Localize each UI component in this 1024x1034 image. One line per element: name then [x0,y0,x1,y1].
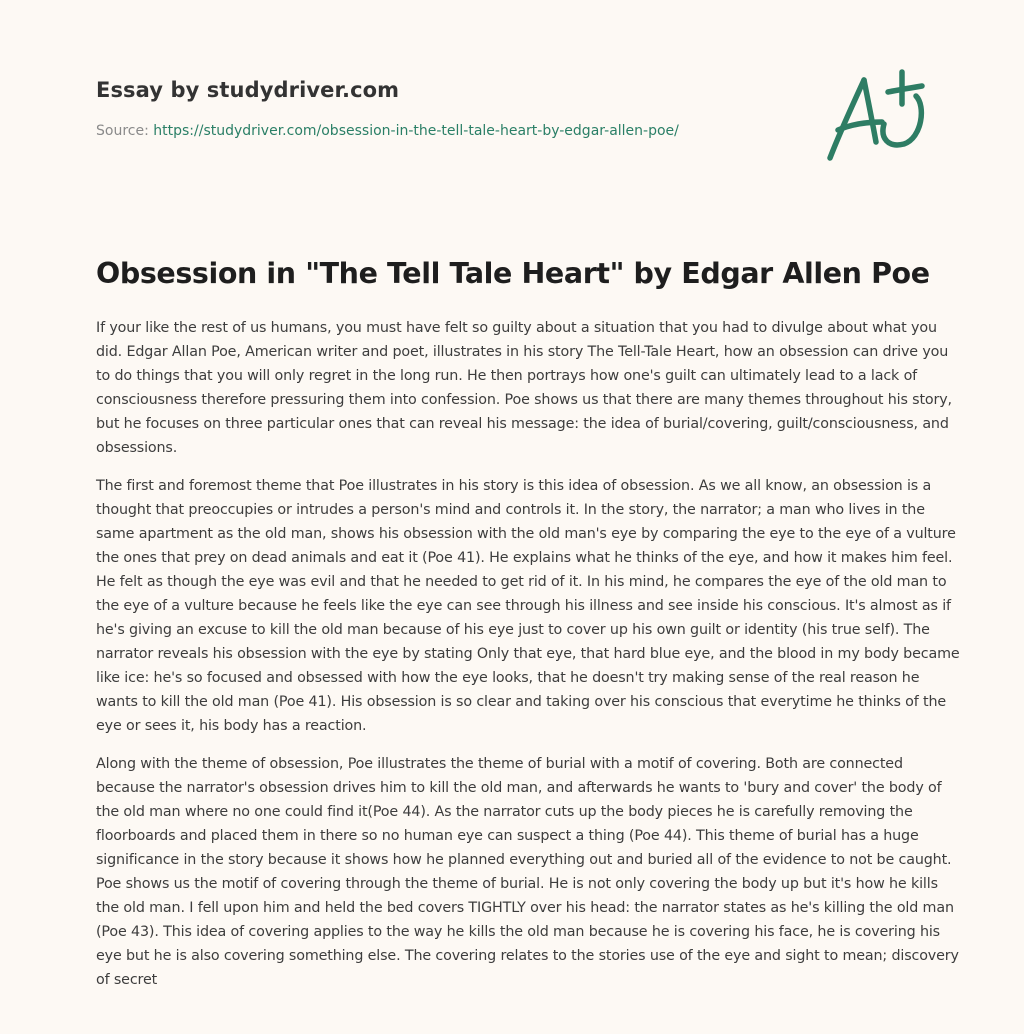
source-line [96,121,936,141]
a-plus-grade-icon [818,66,934,166]
page-header [96,76,936,141]
a-plus-logo-svg [818,66,934,166]
paragraph-burial: Along with the theme of obsession, Poe illustrates the theme of burial with a motif of covering. Both are connected because the narrator's obsession drives him to kill the old man, and afterwards he wants to 'bury and cover' the body of the old man where no one could find it(Poe 44). As the narrator cuts up the body pieces he is carefully removing the floorboards and placed them in there so no human eye can suspect a thing (Poe 44). This theme of burial has a huge significance in the story because it shows how he planned everything out and buried all of the evidence to not be caught. Poe shows us the motif of covering through the theme of burial. He is not only covering the body up but it's how he kills the old man. I fell upon him and held the bed covers TIGHTLY over his head: the narrator states as he's killing the old man (Poe 43). This idea of covering applies to the way he kills the old man because he is covering his face, he is covering his eye but he is also covering something else. The covering relates to the stories use of the eye and sight to mean; discovery of secret [96,756,959,988]
paragraph-intro: If your like the rest of us humans, you must have felt so guilty about a situation that you had to divulge about what you did. Edgar Allan Poe, American writer and poet, illustrates in his story The Tell-Tale Heart, how an obsession can drive you to do things that you will only regret in the long run. He then portrays how one's guilt can ultimately lead to a lack of consciousness therefore pressuring them into confession. Poe shows us that there are many themes throughout his story, but he focuses on three particular ones that can reveal his message: the idea of burial/covering, guilt/consciousness, and obsessions. [96,320,952,456]
article-body [96,316,962,1006]
paragraph-obsession: The first and foremost theme that Poe illustrates in his story is this idea of obsession. As we all know, an obsession is a thought that preoccupies or intrudes a person's mind and controls it. In the story, the narrator; a man who lives in the same apartment as the old man, shows his obsession with the old man's eye by comparing the eye to the eye of a vulture the ones that prey on dead animals and eat it (Poe 41). He explains what he thinks of the eye, and how it makes him feel. He felt as though the eye was evil and that he needed to get rid of it. In his mind, he compares the eye of the old man to the eye of a vulture because he feels like the eye can see through his illness and see inside his conscious. It's almost as if he's giving an excuse to kill the old man because of his eye just to cover up his own guilt or identity (his true self). The narrator reveals his obsession with the eye by stating Only that eye, that hard blue eye, and the blood in my body became like ice: he's so focused and obsessed with how the eye looks, that he doesn't try making sense of the real reason he wants to kill the old man (Poe 41). His obsession is so clear and taking over his conscious that everytime he thinks of the eye or sees it, his body has a reaction. [96,478,960,734]
article-title: Obsession in "The Tell Tale Heart" by Edgar Allen Poe [96,257,930,290]
source-label: Source: [96,123,154,139]
site-title: Essay by studydriver.com [96,78,400,102]
source-link[interactable]: https://studydriver.com/obsession-in-the-tell-tale-heart-by-edgar-allen-poe/ [153,123,679,139]
